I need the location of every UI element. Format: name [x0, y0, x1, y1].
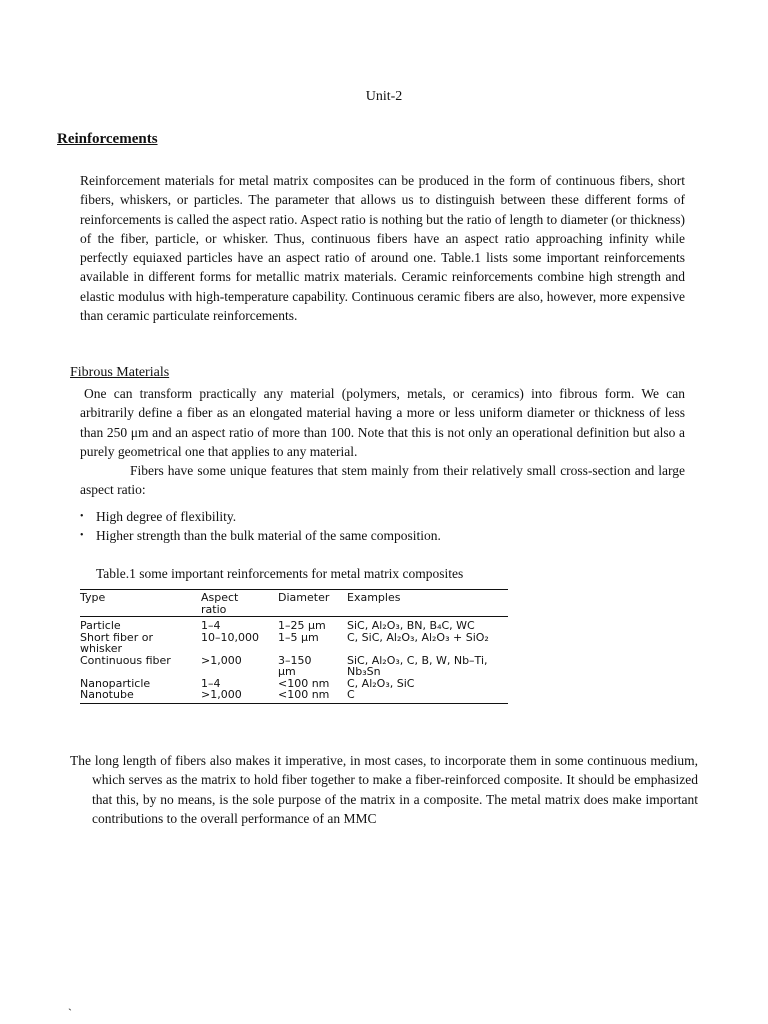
reinforcements-table	[80, 589, 508, 704]
header-type: Type	[80, 590, 201, 617]
cell-aspect-ratio: 10–10,000	[201, 630, 259, 644]
cell-type: Nanotube	[80, 689, 201, 703]
final-paragraph: The long length of fibers also makes it imperative, in most cases, to incorporate them in some continuous medium, which serves as the matrix to hold fiber together to make a fiber-reinforced composite. It should be emphasized that this, by no means, is the sole purpose of the matrix in a composite. The metal matrix does make important contributions to the overall performance of an MMC	[70, 753, 698, 826]
cell-aspect-ratio: >1,000	[201, 653, 242, 667]
table-row	[80, 689, 508, 703]
header-diameter: Diameter	[278, 590, 347, 617]
footer-mark: `	[68, 1006, 72, 1020]
cell-type: Nanoparticle	[80, 676, 151, 690]
features-paragraph: Fibers have some unique features that stem mainly from their relatively small cross-section and large aspect ratio:	[80, 463, 685, 498]
header-examples: Examples	[347, 590, 508, 617]
table-row	[80, 655, 508, 678]
feature-list	[80, 507, 441, 545]
cell-type-text: Short fiber or whisker	[80, 630, 153, 655]
cell-diameter: 1–25 μm	[278, 619, 326, 632]
intro-paragraph: Reinforcement materials for metal matrix composites can be produced in the form of continuous fibers, short fibers, whiskers, or particles. The parameter that allows us to distinguish between these different forms of reinforcements is called the aspect ratio. Aspect ratio is nothing but the ratio of length to diameter (or thickness) of the fiber, particle, or whisker. Thus, continuous fibers have an aspect ratio approaching infinity while perfectly equiaxed particles have an aspect ratio of around one. Table.1 lists some important reinforcements available in different forms for metallic matrix materials. Ceramic reinforcements combine high strength and elastic modulus with high-temperature capability. Continuous ceramic fibers are also, however, more expensive than ceramic particulate reinforcements.	[80, 173, 685, 324]
cell-examples: C	[347, 689, 508, 703]
fibrous-paragraph: One can transform practically any material (polymers, metals, or ceramics) into fibrous form. We can arbitrarily define a fiber as an elongated material having a more or less uniform diameter or thickness of less than 250 μm and an aspect ratio of more than 100. Note that this is not only an operational definition but also a purely geometrical one that applies to any material.	[80, 386, 685, 459]
cell-examples-text: C, SiC, Al₂O₃, Al₂O₃ + SiO₂	[347, 630, 489, 644]
table-row	[80, 632, 508, 655]
section-heading-reinforcements: Reinforcements	[57, 131, 158, 147]
cell-diameter: 1–5 μm	[278, 630, 319, 644]
list-item-text: High degree of flexibility.	[96, 509, 237, 524]
cell-type: Continuous fiber	[80, 653, 171, 667]
bullet-marker: •	[80, 530, 84, 541]
cell-diameter-text: 3–150 μm	[278, 653, 312, 678]
unit-title: Unit-2	[365, 89, 403, 104]
table-caption: Table.1 some important reinforcements for metal matrix composites	[96, 566, 464, 581]
cell-examples: SiC, Al₂O₃, BN, B₄C, WC	[347, 619, 475, 632]
cell-diameter	[278, 655, 347, 678]
subheading-fibrous-materials: Fibrous Materials	[70, 365, 170, 380]
cell-diameter: <100 nm	[278, 689, 347, 703]
cell-aspect-ratio: >1,000	[201, 689, 278, 703]
cell-examples	[347, 655, 508, 678]
cell-aspect-ratio: 1–4	[201, 619, 221, 632]
list-item	[80, 507, 441, 526]
cell-examples: C, Al₂O₃, SiC	[347, 676, 415, 690]
header-aspect-ratio	[201, 590, 278, 617]
cell-diameter: <100 nm	[278, 676, 330, 690]
cell-examples	[347, 632, 508, 655]
list-item-text: Higher strength than the bulk material of the same composition.	[96, 528, 441, 543]
header-aspect-ratio-text: Aspect ratio	[201, 591, 239, 616]
cell-type: Particle	[80, 619, 121, 632]
fibrous-section	[80, 384, 685, 500]
cell-type	[80, 632, 201, 655]
cell-aspect-ratio: 1–4	[201, 676, 221, 690]
final-paragraph-block	[70, 751, 698, 828]
list-item	[80, 526, 441, 545]
bullet-marker: •	[80, 511, 84, 522]
table-row	[80, 617, 508, 632]
cell-examples-text: SiC, Al₂O₃, C, B, W, Nb–Ti, Nb₃Sn	[347, 653, 488, 678]
table-header-row	[80, 590, 508, 617]
